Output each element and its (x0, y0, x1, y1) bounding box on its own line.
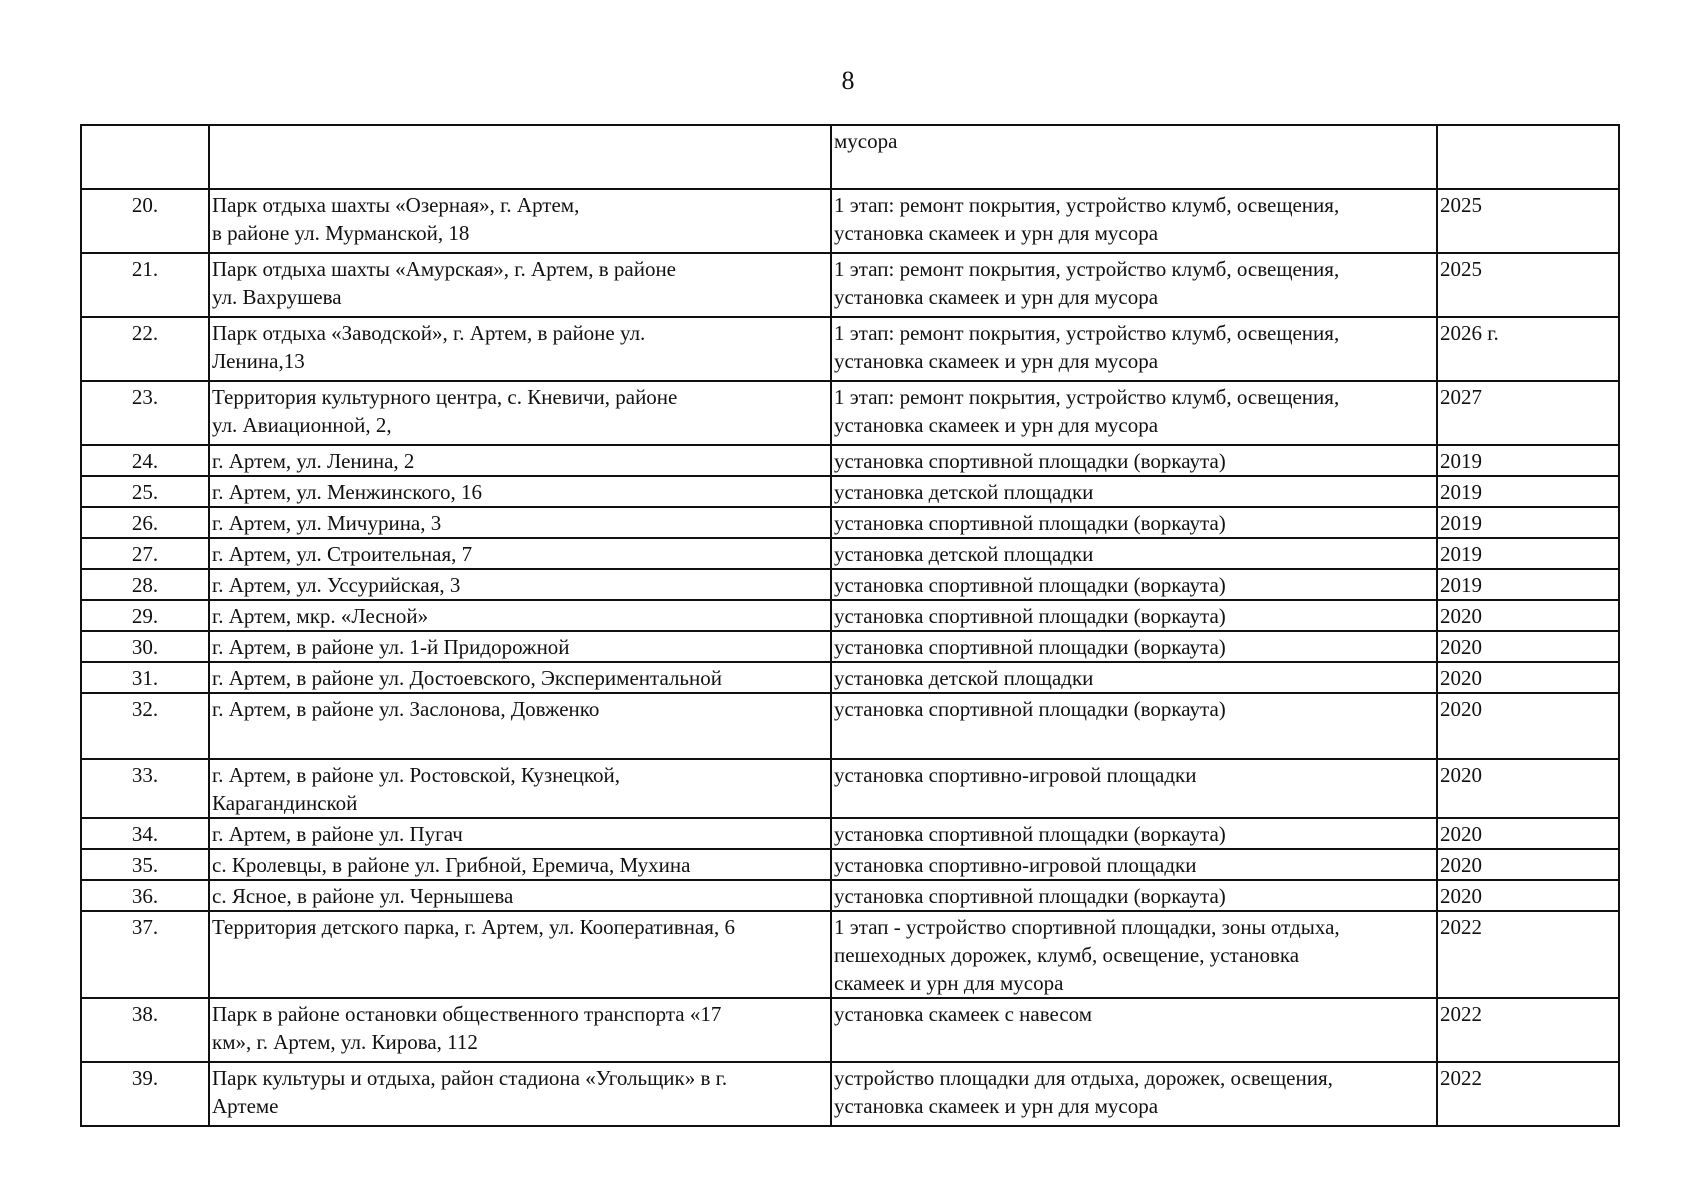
work-description: установка спортивной площадки (воркаута) (831, 880, 1437, 911)
object-name: г. Артем, ул. Строительная, 7 (209, 538, 831, 569)
table-row (81, 189, 1619, 253)
year: 2027 (1437, 381, 1619, 445)
object-name: Территория детского парка, г. Артем, ул. Кооперативная, 6 (209, 911, 831, 998)
table-row (81, 1062, 1619, 1126)
year: 2022 (1437, 911, 1619, 998)
object-name: г. Артем, в районе ул. Достоевского, Экспериментальной (209, 662, 831, 693)
work-description: мусора (831, 125, 1437, 189)
year: 2020 (1437, 880, 1619, 911)
row-number (81, 125, 209, 189)
object-name: г. Артем, ул. Менжинского, 16 (209, 476, 831, 507)
table-row (81, 911, 1619, 998)
table-row (81, 662, 1619, 693)
work-description: 1 этап: ремонт покрытия, устройство клумб, освещения, установка скамеек и урн для мусора (831, 381, 1437, 445)
object-name: с. Ясное, в районе ул. Чернышева (209, 880, 831, 911)
year: 2022 (1437, 1062, 1619, 1126)
work-description: 1 этап: ремонт покрытия, устройство клумб, освещения, установка скамеек и урн для мусора (831, 189, 1437, 253)
row-number: 32. (81, 693, 209, 759)
row-number: 21. (81, 253, 209, 317)
row-number: 20. (81, 189, 209, 253)
year: 2025 (1437, 253, 1619, 317)
table-row (81, 818, 1619, 849)
row-number: 23. (81, 381, 209, 445)
table-row (81, 476, 1619, 507)
work-description: установка спортивной площадки (воркаута) (831, 569, 1437, 600)
table-row (81, 759, 1619, 818)
year: 2020 (1437, 631, 1619, 662)
row-number: 39. (81, 1062, 209, 1126)
table-row (81, 125, 1619, 189)
object-name: г. Артем, в районе ул. 1-й Придорожной (209, 631, 831, 662)
row-number: 34. (81, 818, 209, 849)
table-row (81, 880, 1619, 911)
row-number: 37. (81, 911, 209, 998)
table-row (81, 998, 1619, 1062)
work-description: 1 этап - устройство спортивной площадки, зоны отдыха, пешеходных дорожек, клумб, освещение, установка скамеек и урн для мусора (831, 911, 1437, 998)
year (1437, 125, 1619, 189)
year: 2019 (1437, 476, 1619, 507)
page-number: 8 (841, 66, 855, 95)
table-row (81, 631, 1619, 662)
work-description: установка спортивной площадки (воркаута) (831, 600, 1437, 631)
work-description: установка детской площадки (831, 538, 1437, 569)
year: 2022 (1437, 998, 1619, 1062)
year: 2019 (1437, 445, 1619, 476)
work-description: установка спортивно-игровой площадки (831, 849, 1437, 880)
year: 2020 (1437, 600, 1619, 631)
object-name: Парк отдыха шахты «Амурская», г. Артем, в районе ул. Вахрушева (209, 253, 831, 317)
table-row (81, 317, 1619, 381)
object-name: г. Артем, ул. Уссурийская, 3 (209, 569, 831, 600)
improvement-table (80, 124, 1620, 1127)
object-name: г. Артем, мкр. «Лесной» (209, 600, 831, 631)
object-name: г. Артем, в районе ул. Ростовской, Кузнецкой, Карагандинской (209, 759, 831, 818)
object-name: Парк отдыха «Заводской», г. Артем, в районе ул. Ленина,13 (209, 317, 831, 381)
work-description: установка спортивной площадки (воркаута) (831, 631, 1437, 662)
table-row (81, 693, 1619, 759)
row-number: 29. (81, 600, 209, 631)
work-description: установка детской площадки (831, 476, 1437, 507)
table-row (81, 600, 1619, 631)
work-description: устройство площадки для отдыха, дорожек, освещения, установка скамеек и урн для мусора (831, 1062, 1437, 1126)
year: 2019 (1437, 569, 1619, 600)
row-number: 38. (81, 998, 209, 1062)
object-name: Территория культурного центра, с. Кневичи, районе ул. Авиационной, 2, (209, 381, 831, 445)
work-description: установка спортивной площадки (воркаута) (831, 693, 1437, 759)
object-name: г. Артем, в районе ул. Заслонова, Довженко (209, 693, 831, 759)
row-number: 26. (81, 507, 209, 538)
table-row (81, 849, 1619, 880)
year: 2026 г. (1437, 317, 1619, 381)
row-number: 33. (81, 759, 209, 818)
row-number: 24. (81, 445, 209, 476)
work-description: установка спортивной площадки (воркаута) (831, 507, 1437, 538)
work-description: 1 этап: ремонт покрытия, устройство клумб, освещения, установка скамеек и урн для мусора (831, 253, 1437, 317)
row-number: 31. (81, 662, 209, 693)
object-name: г. Артем, в районе ул. Пугач (209, 818, 831, 849)
year: 2020 (1437, 662, 1619, 693)
table-row (81, 381, 1619, 445)
object-name: Парк культуры и отдыха, район стадиона «Угольщик» в г. Артеме (209, 1062, 831, 1126)
year: 2020 (1437, 759, 1619, 818)
work-description: установка спортивной площадки (воркаута) (831, 818, 1437, 849)
object-name: Парк отдыха шахты «Озерная», г. Артем, в районе ул. Мурманской, 18 (209, 189, 831, 253)
table-row (81, 253, 1619, 317)
row-number: 28. (81, 569, 209, 600)
work-description: установка скамеек с навесом (831, 998, 1437, 1062)
row-number: 30. (81, 631, 209, 662)
year: 2020 (1437, 818, 1619, 849)
table-row (81, 445, 1619, 476)
object-name: Парк в районе остановки общественного транспорта «17 км», г. Артем, ул. Кирова, 112 (209, 998, 831, 1062)
row-number: 36. (81, 880, 209, 911)
object-name (209, 125, 831, 189)
year: 2020 (1437, 849, 1619, 880)
row-number: 25. (81, 476, 209, 507)
object-name: г. Артем, ул. Мичурина, 3 (209, 507, 831, 538)
work-description: установка спортивно-игровой площадки (831, 759, 1437, 818)
year: 2025 (1437, 189, 1619, 253)
row-number: 22. (81, 317, 209, 381)
table-row (81, 538, 1619, 569)
table-row (81, 507, 1619, 538)
year: 2019 (1437, 507, 1619, 538)
row-number: 27. (81, 538, 209, 569)
year: 2019 (1437, 538, 1619, 569)
object-name: г. Артем, ул. Ленина, 2 (209, 445, 831, 476)
table-row (81, 569, 1619, 600)
work-description: установка спортивной площадки (воркаута) (831, 445, 1437, 476)
work-description: 1 этап: ремонт покрытия, устройство клумб, освещения, установка скамеек и урн для мусора (831, 317, 1437, 381)
table-body (81, 125, 1619, 1126)
year: 2020 (1437, 693, 1619, 759)
object-name: с. Кролевцы, в районе ул. Грибной, Еремича, Мухина (209, 849, 831, 880)
row-number: 35. (81, 849, 209, 880)
work-description: установка детской площадки (831, 662, 1437, 693)
